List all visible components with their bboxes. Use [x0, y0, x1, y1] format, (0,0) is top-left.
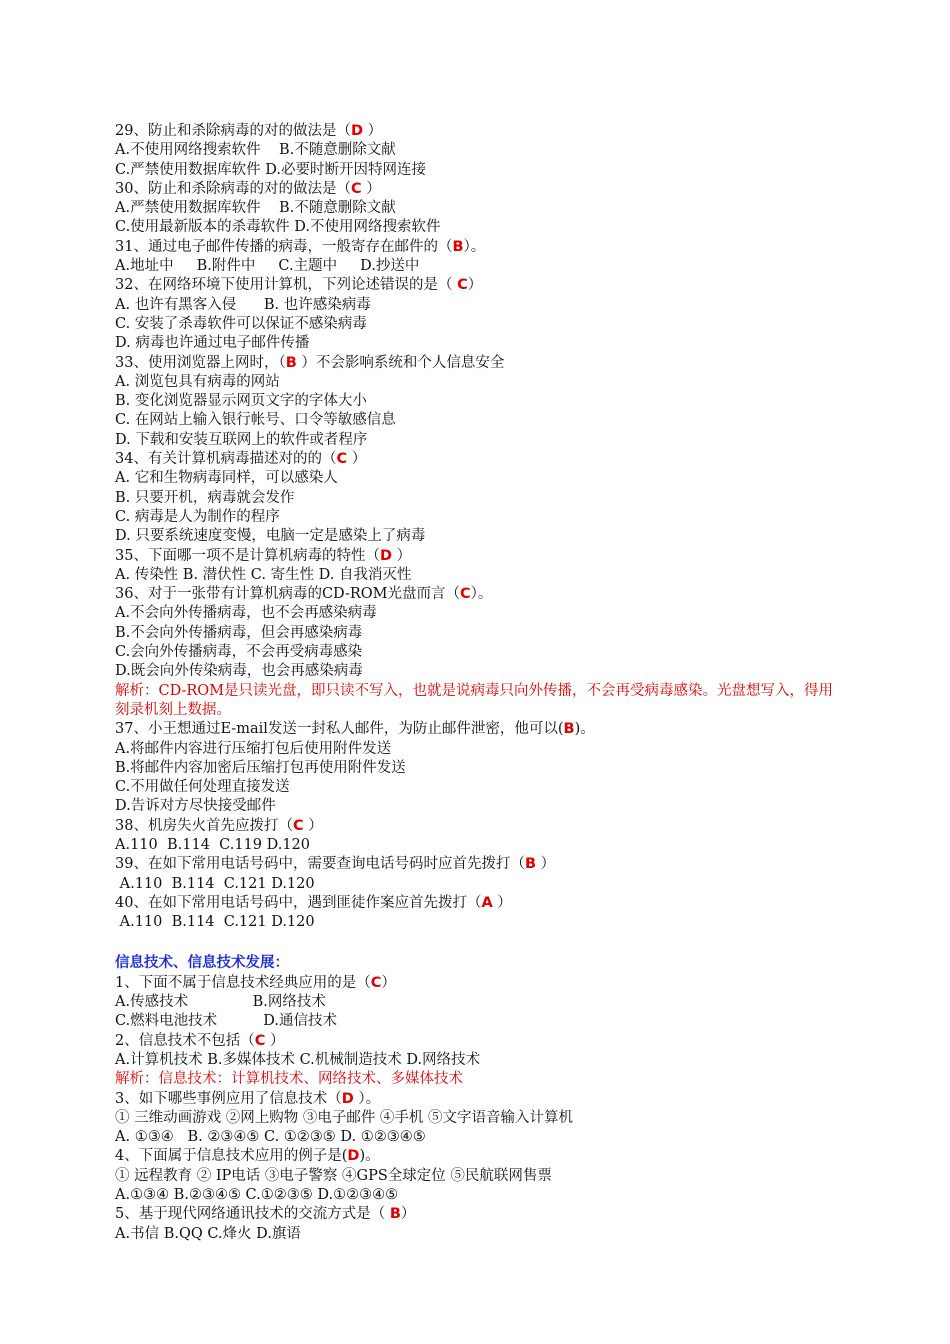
question-suffix: ）	[467, 277, 483, 294]
option-line: D. 下载和安装互联网上的软件或者程序	[115, 431, 368, 448]
document-page	[115, 122, 835, 1244]
option-line: B. 变化浏览器显示网页文字的字体大小	[115, 393, 367, 410]
option-line: C.不用做任何处理直接发送	[115, 779, 290, 796]
option-line: D. 病毒也许通过电子邮件传播	[115, 335, 310, 352]
option-line: A. 传染性 B. 潜伏性 C. 寄生性 D. 自我消灭性	[115, 566, 412, 583]
question-suffix: ）	[492, 894, 512, 911]
explanation-note: 解析：信息技术：计算机技术、网络技术、多媒体技术	[115, 1071, 463, 1088]
answer-letter: C	[460, 586, 471, 603]
option-line: A.将邮件内容进行压缩打包后使用附件发送	[115, 740, 392, 757]
question-suffix: ）	[536, 856, 556, 873]
option-line: A. 它和生物病毒同样，可以感染人	[115, 470, 338, 487]
option-line: A.110 B.114 C.119 D.120	[115, 836, 310, 853]
answer-letter: B	[389, 1206, 401, 1223]
question-suffix: ）	[392, 547, 412, 564]
option-line: A.110 B.114 C.121 D.120	[115, 875, 315, 892]
question-text: 29、防止和杀除病毒的对的做法是（	[115, 123, 351, 139]
question-suffix: ）。	[470, 586, 493, 603]
option-line: A.地址中 B.附件中 C.主题中 D.抄送中	[115, 258, 420, 275]
question-text: 35、下面哪一项不是计算机病毒的特性（	[115, 547, 380, 564]
question-line	[115, 1090, 835, 1109]
question-line	[115, 354, 835, 373]
option-line: C.会向外传播病毒，不会再受病毒感染	[115, 644, 363, 661]
answer-letter: A	[481, 894, 493, 911]
answer-letter: B	[524, 856, 537, 873]
question-line	[115, 122, 835, 141]
question-text: 33、使用浏览器上网时，（	[115, 354, 286, 371]
question-suffix: )。	[359, 1148, 380, 1165]
question-text: 30、防止和杀除病毒的对的做法是（	[115, 180, 351, 197]
question-line	[115, 855, 835, 874]
question-text: 37、小王想通过E-mail发送一封私人邮件，为防止邮件泄密，他可以(	[115, 721, 564, 738]
answer-letter: D	[379, 547, 392, 564]
question-suffix: ）	[347, 451, 367, 468]
question-text: 4、下面属于信息技术应用的例子是(	[115, 1148, 348, 1165]
question-suffix: )。	[574, 721, 595, 738]
option-line: A.计算机技术 B.多媒体技术 C.机械制造技术 D.网络技术	[115, 1051, 481, 1068]
option-line: D.告诉对方尽快接受邮件	[115, 798, 276, 815]
question-line	[115, 1032, 835, 1051]
question-text: 39、在如下常用电话号码中，需要查询电话号码时应首先拨打（	[115, 856, 525, 873]
question-text: 1、下面不属于信息技术经典应用的是（	[115, 974, 371, 991]
option-line: D. 只要系统速度变慢，电脑一定是感染上了病毒	[115, 528, 426, 545]
option-line: C.使用最新版本的杀毒软件 D.不使用网络搜索软件	[115, 219, 441, 236]
answer-letter: B	[563, 721, 575, 738]
section-heading: 信息技术、信息技术发展：	[115, 955, 289, 972]
question-line	[115, 1205, 835, 1224]
question-text: 3、如下哪些事例应用了信息技术（	[115, 1090, 342, 1107]
question-line	[115, 720, 835, 739]
option-line: ① 三维动画游戏 ②网上购物 ③电子邮件 ④手机 ⑤文字语音输入计算机	[115, 1109, 574, 1126]
answer-letter: C	[350, 180, 362, 197]
question-text: 32、在网络环境下使用计算机，下列论述错误的是（	[115, 277, 458, 294]
option-line: A.①③④ B.②③④⑤ C.①②③⑤ D.①②③④⑤	[115, 1187, 399, 1204]
question-line	[115, 450, 835, 469]
answer-letter: D	[341, 1090, 354, 1107]
question-text: 2、信息技术不包括（	[115, 1032, 255, 1049]
question-line	[115, 817, 835, 836]
option-line: ① 远程教育 ② IP电话 ③电子警察 ④GPS全球定位 ⑤民航联网售票	[115, 1167, 552, 1184]
option-line: C. 安装了杀毒软件可以保证不感染病毒	[115, 315, 367, 332]
option-line: C. 病毒是人为制作的程序	[115, 508, 280, 525]
option-line: A.110 B.114 C.121 D.120	[115, 914, 315, 931]
answer-letter: C	[336, 451, 348, 468]
option-line: C. 在网站上输入银行帐号、口令等敏感信息	[115, 412, 396, 429]
option-line: B.将邮件内容加密后压缩打包再使用附件发送	[115, 759, 406, 776]
question-line	[115, 547, 835, 566]
question-suffix: ）	[363, 123, 383, 139]
question-line	[115, 238, 835, 257]
question-suffix: ）	[303, 817, 323, 834]
answer-letter: B	[452, 238, 464, 255]
answer-letter: B	[285, 354, 297, 371]
question-line	[115, 180, 835, 199]
answer-letter: C	[254, 1032, 266, 1049]
option-line: C.燃料电池技术 D.通信技术	[115, 1013, 337, 1030]
option-line: A.书信 B.QQ C.烽火 D.旗语	[115, 1225, 301, 1242]
option-line: C.严禁使用数据库软件 D.必要时断开因特网连接	[115, 161, 427, 178]
option-line: A. ①③④ B. ②③④⑤ C. ①②③⑤ D. ①②③④⑤	[115, 1129, 426, 1146]
question-line	[115, 276, 835, 295]
option-line: A.不使用网络搜索软件 B.不随意删除文献	[115, 142, 396, 159]
question-line	[115, 585, 835, 604]
answer-letter: D	[347, 1148, 360, 1165]
section-spacer	[115, 932, 835, 954]
question-suffix: ）	[265, 1032, 285, 1049]
question-suffix: ）。	[463, 238, 486, 255]
question-line	[115, 894, 835, 913]
question-suffix: ）。	[353, 1090, 381, 1107]
question-text: 5、基于现代网络通讯技术的交流方式是（	[115, 1206, 390, 1223]
question-text: 36、对于一张带有计算机病毒的CD-ROM光盘而言（	[115, 586, 460, 603]
option-line: D.既会向外传染病毒，也会再感染病毒	[115, 663, 363, 680]
question-text: 40、在如下常用电话号码中，遇到匪徒作案应首先拨打（	[115, 894, 482, 911]
question-suffix: ）	[381, 974, 396, 991]
answer-letter: D	[350, 123, 363, 139]
option-line: B. 只要开机，病毒就会发作	[115, 489, 295, 506]
option-line: A. 浏览包具有病毒的网站	[115, 373, 280, 390]
answer-letter: C	[457, 277, 468, 294]
answer-letter: C	[292, 817, 304, 834]
option-line: A. 也许有黑客入侵 B. 也许感染病毒	[115, 296, 371, 313]
question-suffix: ）不会影响系统和个人信息安全	[296, 354, 505, 371]
question-suffix: ）	[361, 180, 381, 197]
question-line	[115, 974, 835, 993]
question-text: 34、有关计算机病毒描述对的的（	[115, 451, 337, 468]
question-suffix: ）	[400, 1206, 416, 1223]
option-line: A.传感技术 B.网络技术	[115, 994, 326, 1011]
option-line: A.不会向外传播病毒，也不会再感染病毒	[115, 605, 377, 622]
question-text: 38、机房失火首先应拨打（	[115, 817, 293, 834]
option-line: B.不会向外传播病毒，但会再感染病毒	[115, 624, 363, 641]
explanation-note: 解析：CD-ROM是只读光盘，即只读不写入，也就是说病毒只向外传播，不会再受病毒感染。光盘想写入，得用刻录机刻上数据。	[115, 682, 834, 718]
option-line: A.严禁使用数据库软件 B.不随意删除文献	[115, 200, 396, 217]
answer-letter: C	[370, 974, 382, 991]
question-line	[115, 1147, 835, 1166]
question-text: 31、通过电子邮件传播的病毒，一般寄存在邮件的（	[115, 238, 453, 255]
